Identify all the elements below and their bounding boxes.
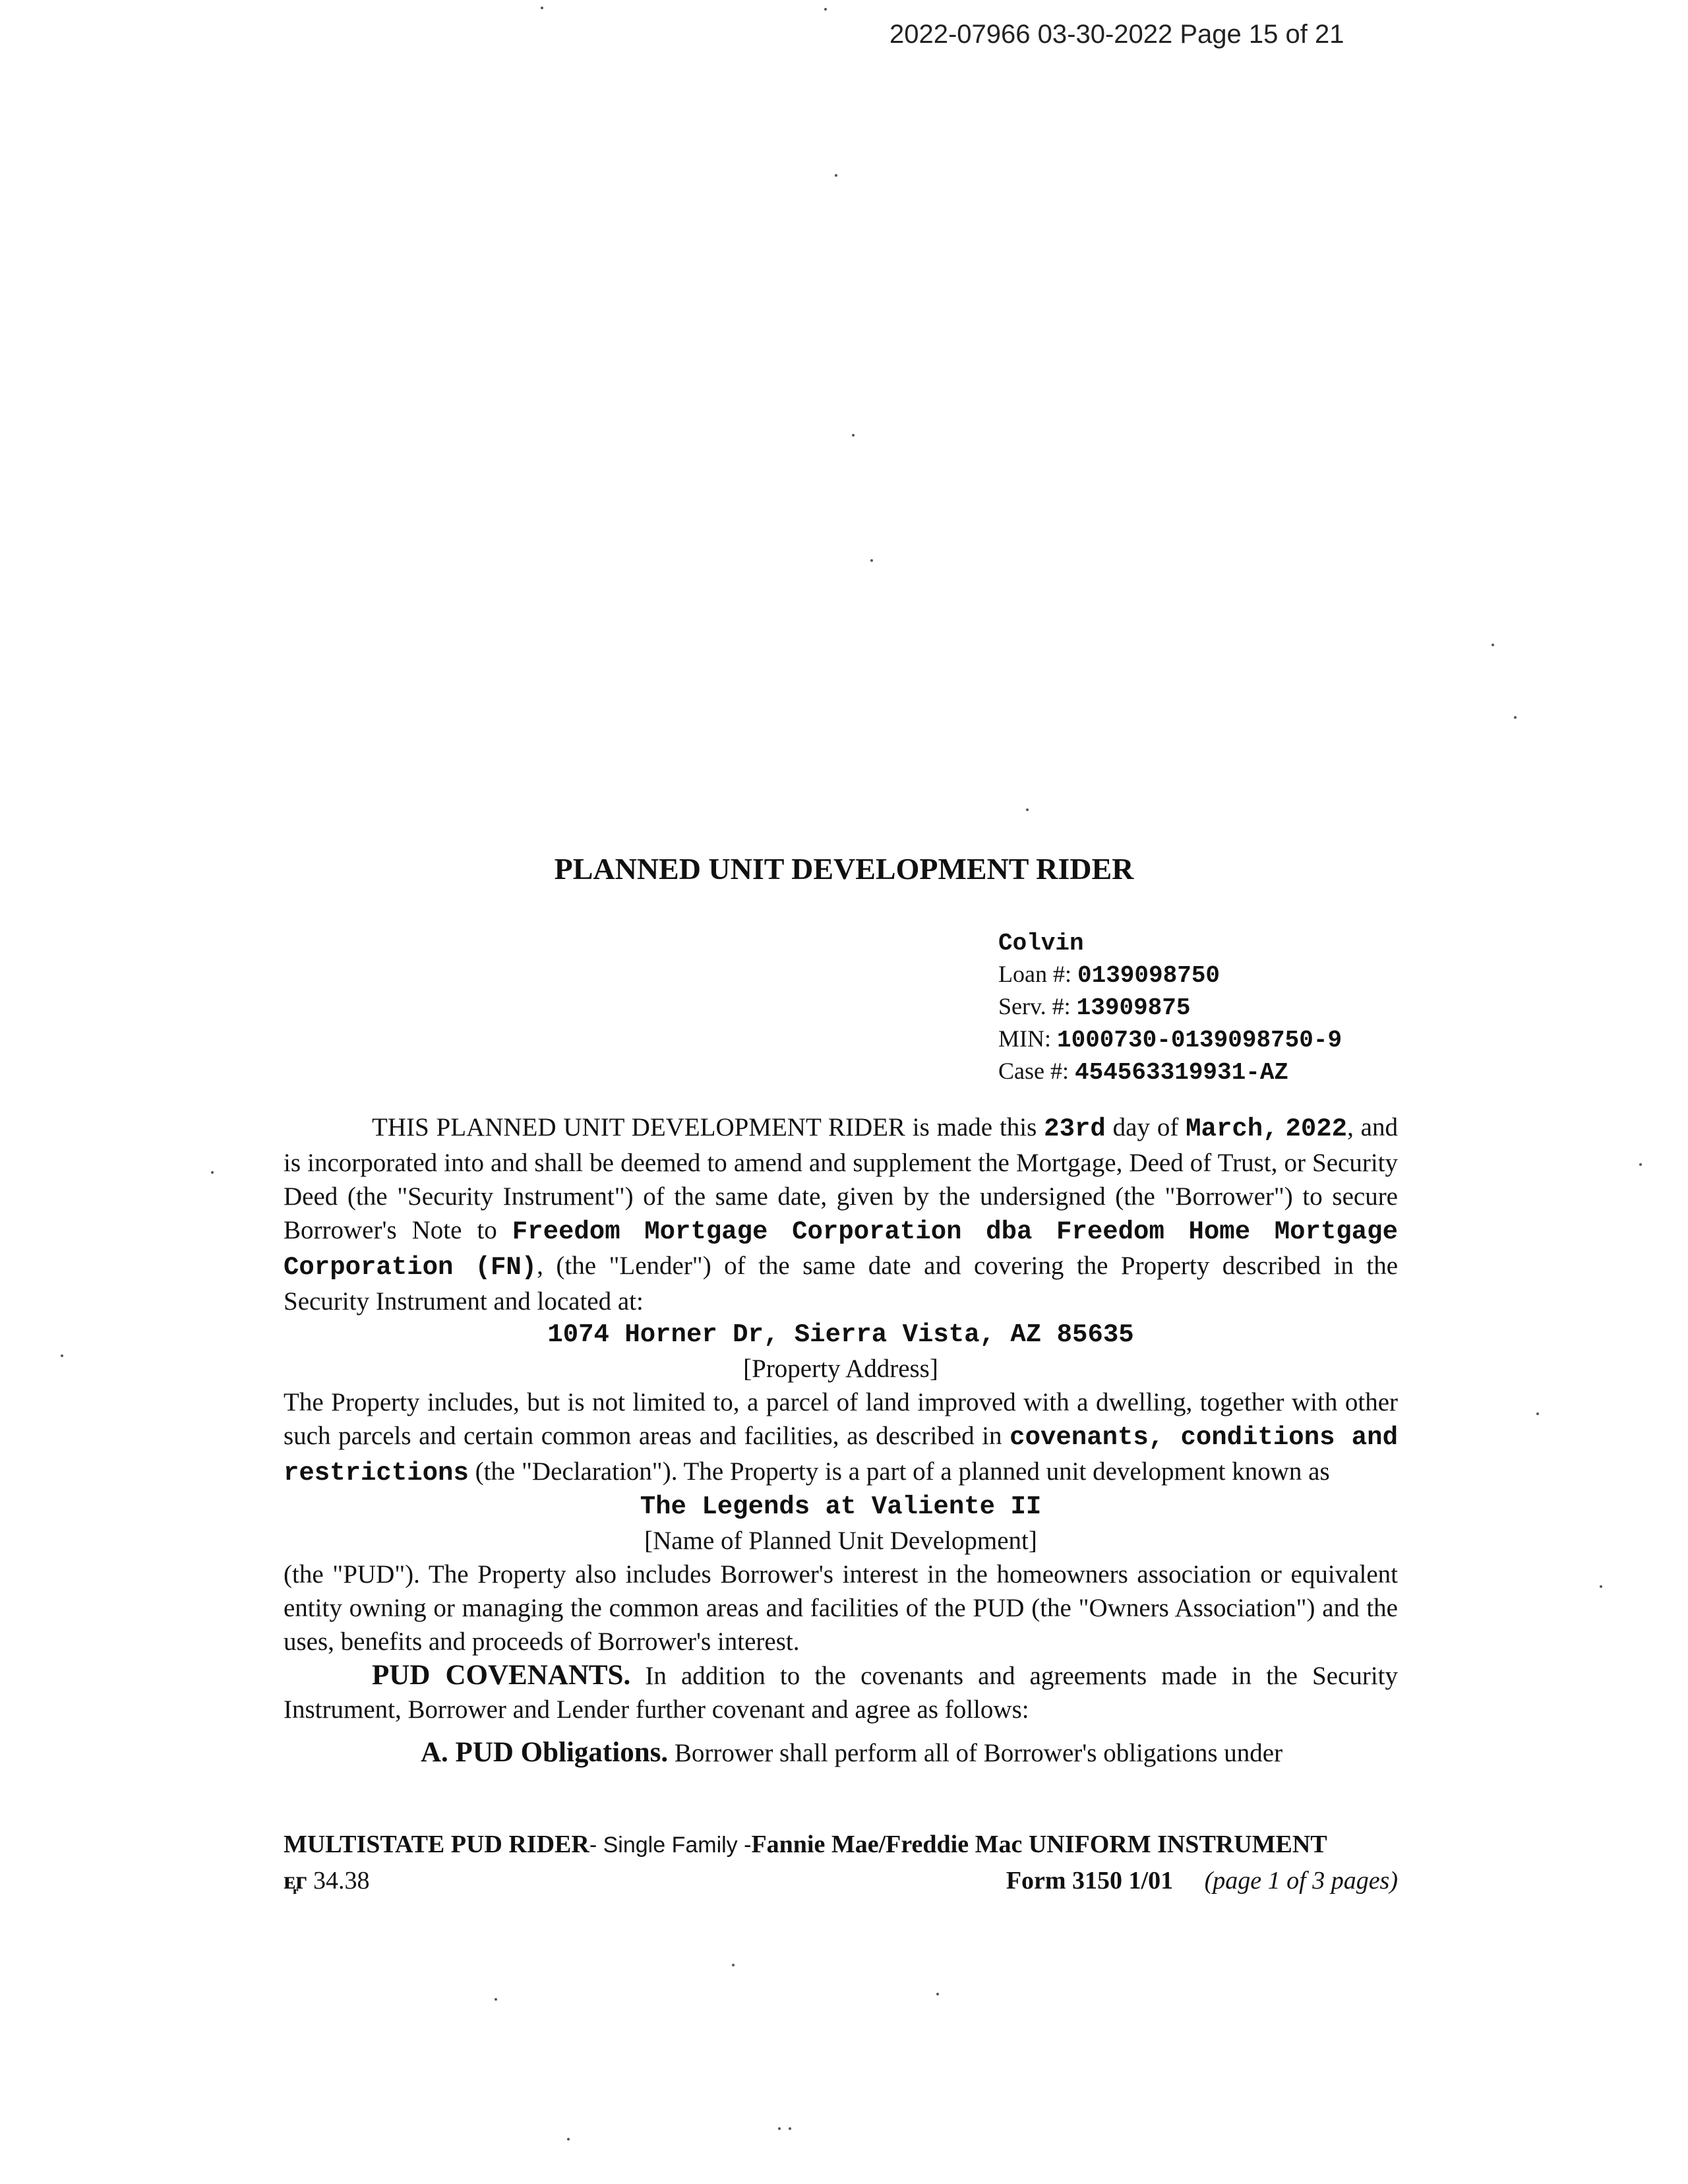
case-number-line [998, 1056, 1460, 1088]
min-number: 1000730-0139098750-9 [1057, 1027, 1342, 1054]
rider-month: March, [1186, 1114, 1279, 1143]
footer-rider-name: MULTISTATE PUD RIDER [284, 1831, 589, 1858]
intro-text-2: day of [1105, 1113, 1186, 1141]
scan-speck [1639, 1163, 1642, 1166]
pud-covenants-text: In addition to the covenants and agreements made in the Security Instrument, Borrower and Lender further covenant and agree as follows: [284, 1662, 1398, 1724]
pud-covenants-paragraph [284, 1658, 1398, 1726]
loan-number: 0139098750 [1077, 962, 1221, 989]
scan-speck [824, 8, 827, 11]
scan-speck [495, 1998, 497, 2001]
page-info: (page 1 of 3 pages) [1204, 1867, 1398, 1895]
footer-form-info [284, 1863, 1398, 1898]
intro-text-5: , (the "Lender") of the same date and covering the Property described in the Security Instrument and located at: [284, 1252, 1398, 1316]
serv-number: 13909875 [1076, 994, 1191, 1021]
scan-speck [789, 2127, 791, 2130]
scan-speck [211, 1171, 214, 1174]
property-paragraph [284, 1385, 1398, 1490]
lender-name: Freedom Mortgage Corporation dba Freedom Home Mortgage Corporation (FN) [284, 1217, 1398, 1282]
document-title: PLANNED UNIT DEVELOPMENT RIDER [554, 852, 1134, 886]
pud-obligations-heading: A. PUD Obligations. [421, 1737, 669, 1768]
pud-covenants-heading: PUD COVENANTS. [372, 1660, 631, 1691]
property-address-label: [Property Address] [743, 1354, 938, 1383]
intro-text-3 [1279, 1113, 1286, 1141]
scan-speck [541, 7, 543, 9]
form-code: 34.38 [313, 1867, 370, 1895]
property-address: 1074 Horner Dr, Sierra Vista, AZ 85635 [547, 1320, 1134, 1349]
min-number-line [998, 1023, 1460, 1056]
scan-speck [1536, 1412, 1539, 1415]
loan-number-line [998, 959, 1460, 991]
footer-family-type: - Single Family - [589, 1833, 752, 1858]
footer-form-number-group [1006, 1863, 1398, 1898]
scan-speck [1492, 644, 1494, 646]
serv-number-line [998, 991, 1460, 1023]
pud-name-label: [Name of Planned Unit Development] [644, 1527, 1037, 1555]
property-text-1: The Property includes, but is not limited to, a parcel of land improved with a dwelling, together with other such parcels and certain common areas and facilities, as described in [284, 1388, 1398, 1450]
pud-obligations-paragraph [284, 1736, 1398, 1770]
scan-speck [778, 2127, 781, 2130]
scan-speck [936, 1993, 939, 1995]
pud-paragraph: (the "PUD"). The Property also includes Borrower's interest in the homeowners association or equivalent entity owning or managing the common areas and facilities of the PUD (the "Owners Association") and the uses, benefits and proceeds of Borrower's interest. [284, 1560, 1398, 1656]
scan-speck [870, 559, 873, 562]
rider-day: 23rd [1044, 1114, 1106, 1143]
case-label: Case #: [998, 1058, 1069, 1084]
loan-label: Loan #: [998, 961, 1071, 987]
footer-form-title [284, 1827, 1398, 1863]
document-body [284, 1110, 1398, 1770]
loan-info-block [998, 928, 1460, 1088]
form-number: Form 3150 1/01 [1006, 1867, 1174, 1895]
pud-obligations-text: Borrower shall perform all of Borrower's obligations under [668, 1739, 1283, 1767]
scan-speck [1600, 1585, 1602, 1588]
scan-speck [835, 174, 837, 177]
intro-text-1: THIS PLANNED UNIT DEVELOPMENT RIDER is made this [372, 1113, 1044, 1141]
min-label: MIN: [998, 1025, 1051, 1052]
intro-paragraph [284, 1110, 1398, 1318]
declaration-source: covenants, conditions and restrictions [284, 1423, 1398, 1488]
intro-text-4: , and is incorporated into and shall be deemed to amend and supplement the Mortgage, Deed of Trust, or Security Deed (the "Security Instrument") of the same date, given by the undersigned (the "Borrower") to secure Borrower's Note to [284, 1113, 1398, 1244]
footer-form-code [284, 1863, 369, 1898]
scan-speck [1026, 808, 1029, 811]
case-number: 454563319931-AZ [1074, 1059, 1289, 1086]
rider-year: 2022 [1285, 1114, 1348, 1143]
scan-speck [567, 2138, 570, 2140]
serv-label: Serv. #: [998, 993, 1071, 1019]
pud-name: The Legends at Valiente II [640, 1492, 1042, 1521]
property-text-2: (the "Declaration"). The Property is a part of a planned unit development known as [468, 1457, 1330, 1486]
scan-speck [852, 434, 855, 437]
footer-uniform-instrument: Fannie Mae/Freddie Mac UNIFORM INSTRUMENT [751, 1831, 1327, 1858]
borrower-name: Colvin [998, 930, 1084, 957]
scan-speck [61, 1354, 63, 1357]
recording-stamp: 2022-07966 03-30-2022 Page 15 of 21 [889, 20, 1344, 49]
scan-speck [1514, 716, 1517, 719]
form-footer [284, 1827, 1398, 1898]
form-code-mark: ᴇ᷊ᴦ [284, 1867, 307, 1895]
scan-speck [732, 1964, 735, 1966]
